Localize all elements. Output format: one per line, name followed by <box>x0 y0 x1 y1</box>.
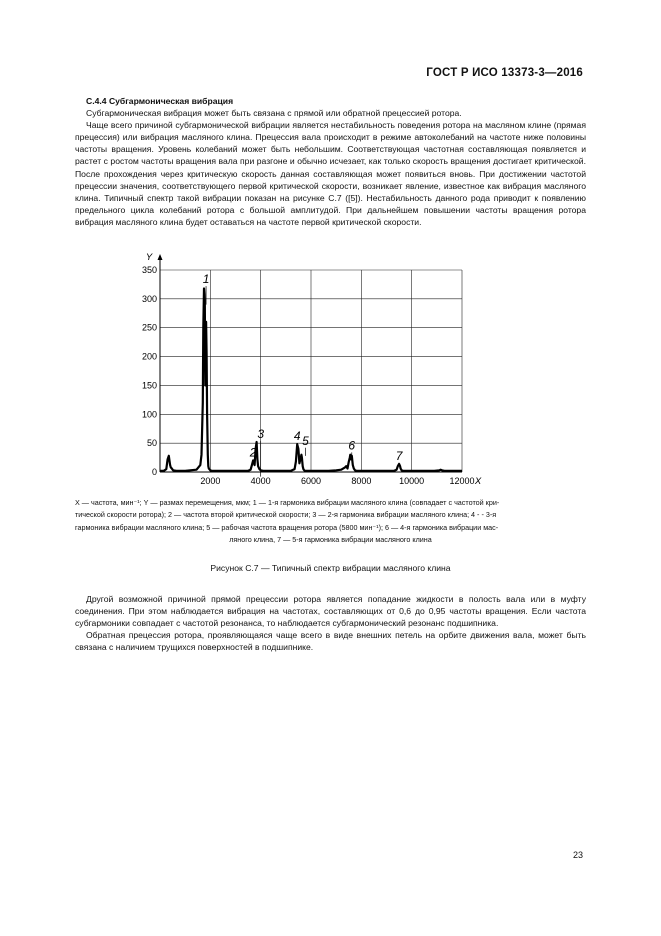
peak-label: 7 <box>395 448 403 463</box>
page-number: 23 <box>572 850 583 860</box>
legend-line: ляного клина, 7 — 5-я гармоника вибрации масляного клина <box>229 534 432 544</box>
y-axis-label: Y <box>145 252 153 263</box>
x-tick-label: 12000 <box>449 476 475 486</box>
section-title: Субгармоническая вибрация <box>108 96 234 106</box>
y-tick-label: 50 <box>146 438 157 449</box>
paragraph: Другой возможной причиной прямой прецессии ротора является попадание жидкости в полость вала или в муфту соединения. При этом наблюдается вибрация на частотах, составляющих от 0,6 до 0,95 частоты вращения. Если частота субгармоники совпадает с частотой резонанса, то наблюдается субгармонический резонанс подшипника. <box>75 594 586 629</box>
peak-label: 4 <box>293 429 301 444</box>
paragraph: Чаще всего причиной субгармонической вибрации является нестабильность поведения ротора на масляном клине (прямая прецессия) или вибрация масляного клина. Прецессия вала происходит в режиме автоколебаний на частоте ниже половины частоты вращения. Уровень колебаний может быть небольшим. Соответствующая частотная составляющая появляется и растет с ростом частоты вращения вала при разгоне и обычно исчезает, как только скорость вращения достигает критической. После прохождения через критическую скорость данная составляющая может появиться вновь. При достижении частотой прецессии значения, соответствующего первой критической скорости, возникает явление, известное как вибрация масляного клина. Типичный спектр такой вибрации показан на рисунке С.7 ([5]). Нестабильность данного рода приводит к появлению предельного цикла колебаний ротора с большой амплитудой. При дальнейшем повышении частоты вращения ротора вибрация масляного клина будет оставаться на частоте первой критической скорости. <box>75 120 586 227</box>
peak-label: 1 <box>202 272 210 287</box>
section-number: С.4.4 <box>86 96 107 106</box>
y-tick-label: 200 <box>141 351 157 362</box>
body-text <box>75 593 586 653</box>
y-tick-label: 300 <box>141 293 157 304</box>
legend-line: тической скорости ротора); 2 — частота второй критической скорости; 3 — 2-я гармоника вибрации масляного клина; 4 - - 3-я <box>75 510 497 520</box>
peak-label: 6 <box>348 438 356 453</box>
document-header: ГОСТ Р ИСО 13373-3—2016 <box>426 67 583 79</box>
y-axis-arrow <box>158 254 163 260</box>
x-tick-label: 4000 <box>250 476 271 486</box>
paragraph: Субгармоническая вибрация может быть связана с прямой или обратной прецессией ротора. <box>86 108 462 119</box>
peak-label: 5 <box>302 433 309 448</box>
paragraph: Обратная прецессия ротора, проявляющаяся чаще всего в виде внешних петель на орбите движения вала, может быть связана с наличием трущихся поверхностей в подшипнике. <box>75 630 586 653</box>
y-tick-label: 250 <box>141 322 157 333</box>
y-tick-label: 100 <box>141 409 157 420</box>
figure-caption: Рисунок С.7 — Типичный спектр вибрации масляного клина <box>210 563 451 573</box>
x-tick-label: 6000 <box>300 476 322 486</box>
y-tick-label: 150 <box>141 380 157 391</box>
y-tick-label: 0 <box>151 467 157 477</box>
legend-line: X — частота, мин⁻¹; Y — размах перемещения, мкм; 1 — 1-я гармоника вибрации масляного клина (совпадает с частотой кри- <box>75 498 500 507</box>
x-tick-label: 10000 <box>399 476 425 486</box>
legend-line: гармоника вибрации масляного клина; 5 — рабочая частота вращения ротора (5800 мин⁻¹); 6 — 4-я гармоника вибрации мас- <box>75 522 499 532</box>
y-tick-label: 350 <box>141 265 157 275</box>
peak-label: 2 <box>249 445 257 460</box>
peak-label: 3 <box>257 426 265 441</box>
x-axis-label: X <box>474 476 482 487</box>
figure-legend <box>75 497 586 546</box>
x-tick-label: 8000 <box>351 476 372 486</box>
x-tick-label: 2000 <box>200 476 221 486</box>
